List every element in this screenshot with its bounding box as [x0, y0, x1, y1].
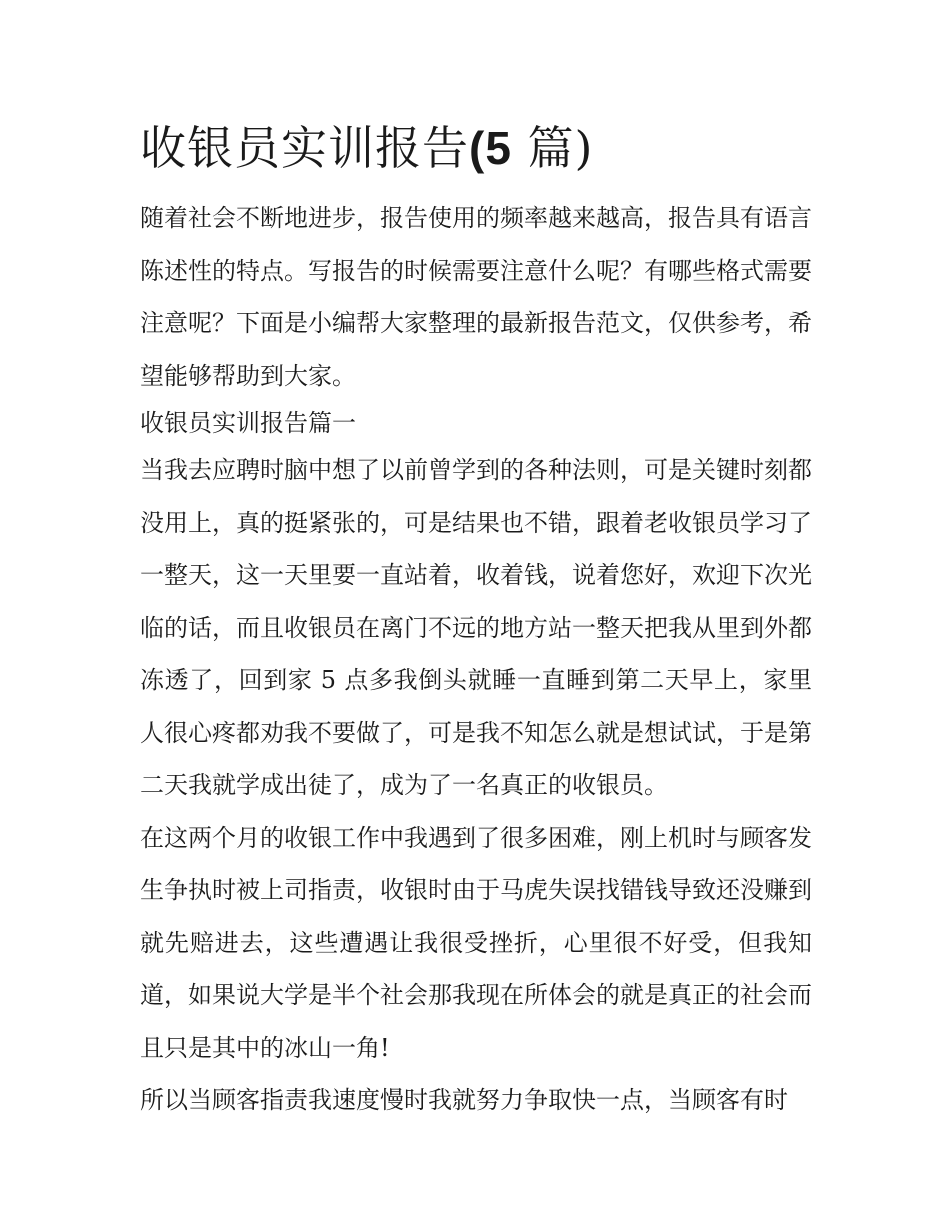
body-paragraph-3: 所以当顾客指责我速度慢时我就努力争取快一点，当顾客有时 — [140, 1086, 788, 1114]
title-main: 收银员实训报告 — [140, 121, 469, 175]
title-paren-open: ( — [469, 122, 486, 174]
section-heading: 收银员实训报告篇一 — [140, 409, 356, 437]
title-suffix: 篇) — [511, 121, 594, 175]
document-page — [140, 110, 812, 1127]
body-paragraph-2: 在这两个月的收银工作中我遇到了很多困难，刚上机时与顾客发生争执时被上司指责，收银时由于马虎失误找错钱导致还没赚到就先赔进去，这些遭遇让我很受挫折，心里很不好受，但我知道，如果说大学是半个社会那我现在所体会的就是真正的社会而且只是其中的冰山一角! — [140, 823, 812, 1062]
body-paragraph-1: 当我去应聘时脑中想了以前曾学到的各种法则，可是关键时刻都没用上，真的挺紧张的，可是结果也不错，跟着老收银员学习了一整天，这一天里要一直站着，收着钱，说着您好，欢迎下次光临的话，而且收银员在离门不远的地方站一整天把我从里到外都冻透了，回到家 5 点多我倒头就睡一直睡到第二天早上，家里人很心疼都劝我不要做了，可是我不知怎么就是想试试，于是第二天我就学成出徒了，成为了一名真正的收银员。 — [140, 456, 812, 799]
document-title — [140, 110, 812, 186]
intro-paragraph: 随着社会不断地进步，报告使用的频率越来越高，报告具有语言陈述性的特点。写报告的时候需要注意什么呢？有哪些格式需要注意呢？下面是小编帮大家整理的最新报告范文，仅供参考，希望能够帮助到大家。 — [140, 204, 812, 390]
title-number: 5 — [485, 122, 512, 174]
